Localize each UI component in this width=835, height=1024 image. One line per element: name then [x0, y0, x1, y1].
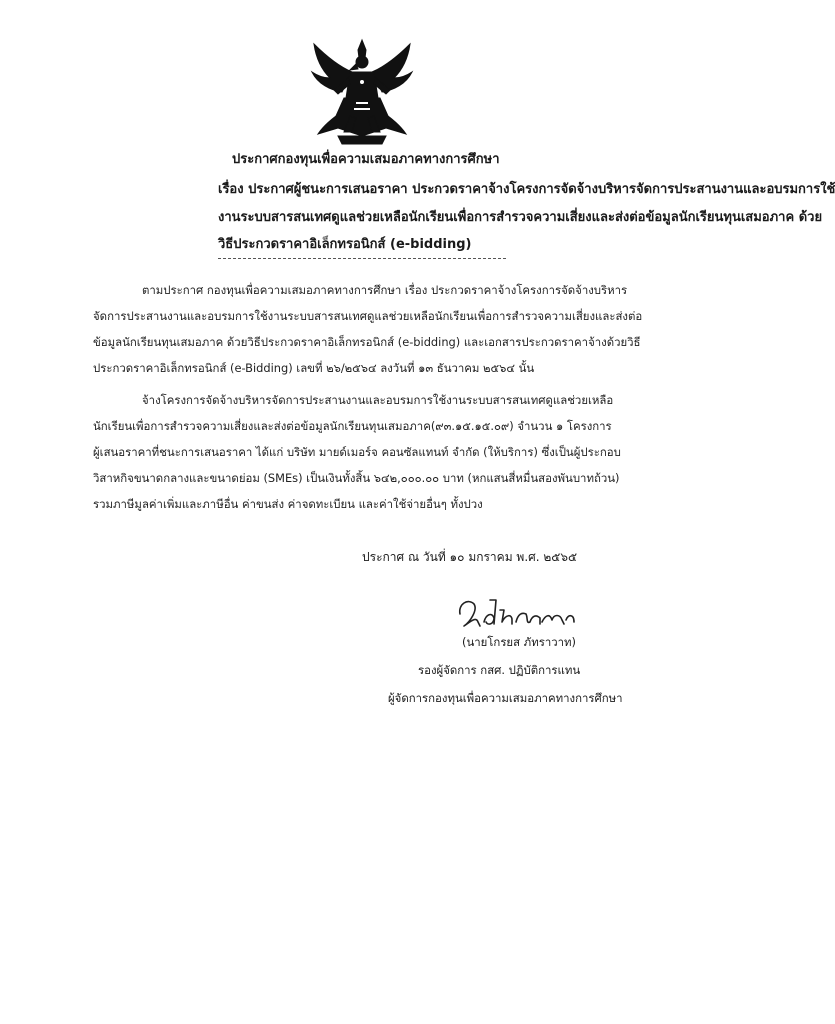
- subject-line-3: วิธีประกวดราคาอิเล็กทรอนิกส์ (e-bidding): [218, 237, 472, 252]
- signatory-position-line-2: ผู้จัดการกองทุนเพื่อความเสมอภาคทางการศึกษา: [388, 691, 623, 705]
- paragraph-1-line-2: จัดการประสานงานและอบรมการใช้งานระบบสารสนเทศดูแลช่วยเหลือนักเรียนเพื่อการสำรวจความเสี่ยงและส่งต่อ: [93, 309, 643, 323]
- paragraph-2-line-1: จ้างโครงการจัดจ้างบริหารจัดการประสานงานและอบรมการใช้งานระบบสารสนเทศดูแลช่วยเหลือ: [142, 393, 614, 407]
- paragraph-1-line-3: ข้อมูลนักเรียนทุนเสมอภาค ด้วยวิธีประกวดราคาอิเล็กทรอนิกส์ (e-bidding) และเอกสารประกวดราคาจ้างด้วยวิธี: [93, 335, 641, 349]
- paragraph-2-line-3: ผู้เสนอราคาที่ชนะการเสนอราคา ได้แก่ บริษัท มายด์เมอร์จ คอนซัลแทนท์ จำกัด (ให้บริการ) ซึ่งเป็นผู้ประกอบ: [93, 445, 621, 459]
- signatory-name: (นายโกรยส ภัทราวาท): [462, 635, 576, 649]
- announcement-date: ประกาศ ณ วันที่ ๑๐ มกราคม พ.ศ. ๒๕๖๕: [362, 550, 578, 564]
- paragraph-2-line-2: นักเรียนเพื่อการสำรวจความเสี่ยงและส่งต่อข้อมูลนักเรียนทุนเสมอภาค(๙๓.๑๕.๑๕.๐๙) จำนวน ๑ โครงการ: [93, 419, 612, 433]
- divider: [218, 258, 506, 259]
- paragraph-2-line-5: รวมภาษีมูลค่าเพิ่มและภาษีอื่น ค่าขนส่ง ค่าจดทะเบียน และค่าใช้จ่ายอื่นๆ ทั้งปวง: [93, 497, 483, 511]
- paragraph-2-line-4: วิสาหกิจขนาดกลางและขนาดย่อม (SMEs) เป็นเงินทั้งสิ้น ๖๔๒,๐๐๐.๐๐ บาท (หกแสนสี่หมื่นสองพันบาทถ้วน): [93, 471, 620, 485]
- paragraph-1-line-4: ประกวดราคาอิเล็กทรอนิกส์ (e-Bidding) เลขที่ ๒๖/๒๕๖๔ ลงวันที่ ๑๓ ธันวาคม ๒๕๖๔ นั้น: [93, 361, 535, 375]
- handwritten-signature: [450, 592, 580, 638]
- subject-line-1: เรื่อง ประกาศผู้ชนะการเสนอราคา ประกวดราคาจ้างโครงการจัดจ้างบริหารจัดการประสานงานและอบรมการใช้: [218, 182, 835, 197]
- subject-line-2: งานระบบสารสนเทศดูแลช่วยเหลือนักเรียนเพื่อการสำรวจความเสี่ยงและส่งต่อข้อมูลนักเรียนทุนเสมอภาค ด้วย: [218, 210, 823, 225]
- garuda-emblem-icon: [308, 36, 416, 148]
- signatory-position-line-1: รองผู้จัดการ กสศ. ปฏิบัติการแทน: [418, 663, 581, 677]
- announcement-title: ประกาศกองทุนเพื่อความเสมอภาคทางการศึกษา: [232, 152, 500, 167]
- paragraph-1-line-1: ตามประกาศ กองทุนเพื่อความเสมอภาคทางการศึกษา เรื่อง ประกวดราคาจ้างโครงการจัดจ้างบริหาร: [142, 283, 628, 297]
